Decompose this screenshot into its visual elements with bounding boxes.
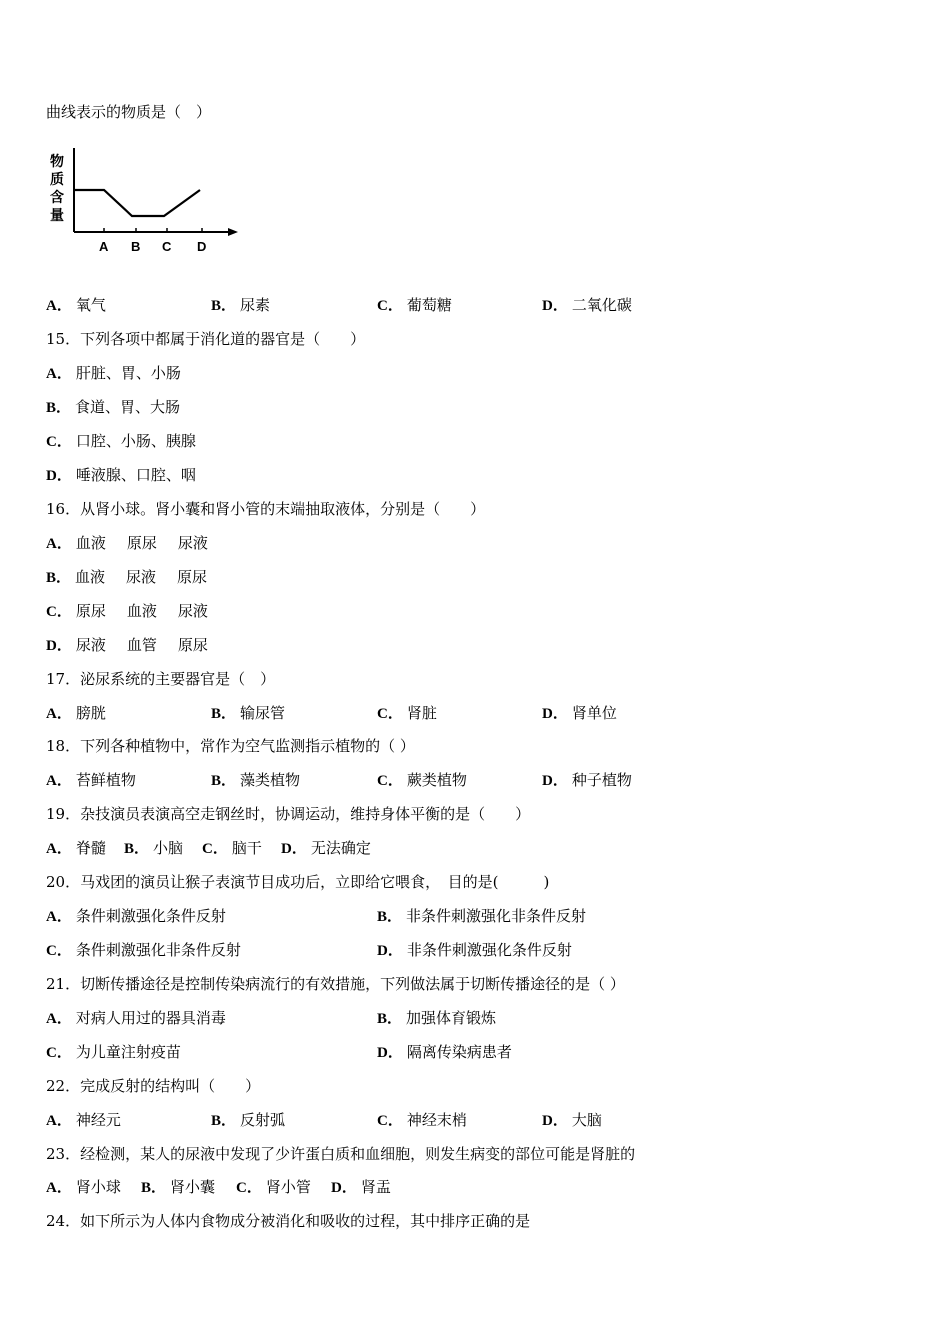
option-a[interactable]: A． 对病人用过的器具消毒 [46, 1009, 226, 1027]
option-d[interactable]: D． 种子植物 [542, 771, 632, 789]
option-a[interactable]: A． 肾小球 [46, 1178, 121, 1196]
option-b[interactable]: B． 肾小囊 [141, 1178, 216, 1196]
option-a[interactable]: A． 神经元 [46, 1111, 121, 1129]
question-24-stem: 24．如下所示为人体内食物成分被消化和吸收的过程，其中排序正确的是 [46, 1212, 531, 1230]
question-18-stem: 18．下列各种植物中，常作为空气监测指示植物的（ ） [46, 737, 415, 755]
option-b[interactable]: B． 小脑 [124, 839, 184, 857]
option-b[interactable]: B． 尿素 [211, 296, 271, 314]
option-d[interactable]: D． 唾液腺、口腔、咽 [46, 466, 196, 484]
option-a[interactable]: A． 脊髓 [46, 839, 106, 857]
option-d[interactable]: D． 二氧化碳 [542, 296, 632, 314]
option-b[interactable]: B． 血液 尿液 原尿 [46, 568, 208, 586]
option-c[interactable]: C． 条件刺激强化非条件反射 [46, 941, 241, 959]
option-d[interactable]: D． 大脑 [542, 1111, 602, 1129]
option-b[interactable]: B． 反射弧 [211, 1111, 286, 1129]
option-c[interactable]: C． 为儿童注射疫苗 [46, 1043, 181, 1061]
option-a[interactable]: A． 血液 原尿 尿液 [46, 534, 208, 552]
question-22-stem: 22．完成反射的结构叫（ ） [46, 1077, 261, 1095]
option-b[interactable]: B． 非条件刺激强化非条件反射 [377, 907, 587, 925]
tick-label: B [131, 239, 141, 254]
option-a[interactable]: A． 膀胱 [46, 704, 106, 722]
substance-curve [75, 190, 200, 216]
option-a[interactable]: A． 苔鲜植物 [46, 771, 136, 789]
option-a[interactable]: A． 氧气 [46, 296, 106, 314]
y-axis-label-char: 量 [50, 208, 64, 224]
option-d[interactable]: D． 肾盂 [331, 1178, 391, 1196]
question-15-stem: 15．下列各项中都属于消化道的器官是（ ） [46, 330, 366, 348]
option-b[interactable]: B． 输尿管 [211, 704, 286, 722]
question-16-stem: 16．从肾小球。肾小囊和肾小管的末端抽取液体，分别是（ ） [46, 500, 486, 518]
option-c[interactable]: C． 蕨类植物 [377, 771, 467, 789]
tick-label: A [99, 239, 109, 254]
option-a[interactable]: A． 肝脏、胃、小肠 [46, 364, 181, 382]
question-19-stem: 19．杂技演员表演高空走钢丝时，协调运动，维持身体平衡的是（ ） [46, 805, 531, 823]
question-17-stem: 17．泌尿系统的主要器官是（ ） [46, 670, 276, 688]
option-b[interactable]: B． 加强体育锻炼 [377, 1009, 497, 1027]
question-21-stem: 21．切断传播途径是控制传染病流行的有效措施，下列做法属于切断传播途径的是（ ） [46, 975, 625, 993]
option-d[interactable]: D． 无法确定 [281, 839, 371, 857]
option-c[interactable]: C． 口腔、小肠、胰腺 [46, 432, 196, 450]
question-14-stem: 曲线表示的物质是（ ） [46, 103, 212, 121]
option-d[interactable]: D． 非条件刺激强化条件反射 [377, 941, 572, 959]
tick-label: D [197, 239, 207, 254]
option-c[interactable]: C． 肾小管 [236, 1178, 311, 1196]
option-c[interactable]: C． 肾脏 [377, 704, 437, 722]
y-axis-label-char: 质 [50, 172, 64, 188]
graph-svg [70, 144, 245, 260]
option-a[interactable]: A． 条件刺激强化条件反射 [46, 907, 226, 925]
option-b[interactable]: B． 藻类植物 [211, 771, 301, 789]
option-c[interactable]: C． 原尿 血液 尿液 [46, 602, 208, 620]
option-c[interactable]: C． 神经末梢 [377, 1111, 467, 1129]
option-c[interactable]: C． 脑干 [202, 839, 262, 857]
question-20-stem: 20．马戏团的演员让猴子表演节目成功后，立即给它喂食， 目的是( ) [46, 873, 550, 891]
question-23-stem: 23．经检测，某人的尿液中发现了少许蛋白质和血细胞，则发生病变的部位可能是肾脏的 [46, 1145, 636, 1163]
x-axis-arrow [228, 228, 238, 236]
y-axis-label-char: 物 [50, 154, 64, 170]
y-axis-label-char: 含 [50, 190, 64, 206]
option-b[interactable]: B． 食道、胃、大肠 [46, 398, 181, 416]
option-d[interactable]: D． 隔离传染病患者 [377, 1043, 512, 1061]
option-d[interactable]: D． 肾单位 [542, 704, 617, 722]
option-c[interactable]: C． 葡萄糖 [377, 296, 452, 314]
tick-label: C [162, 239, 172, 254]
option-d[interactable]: D． 尿液 血管 原尿 [46, 636, 208, 654]
